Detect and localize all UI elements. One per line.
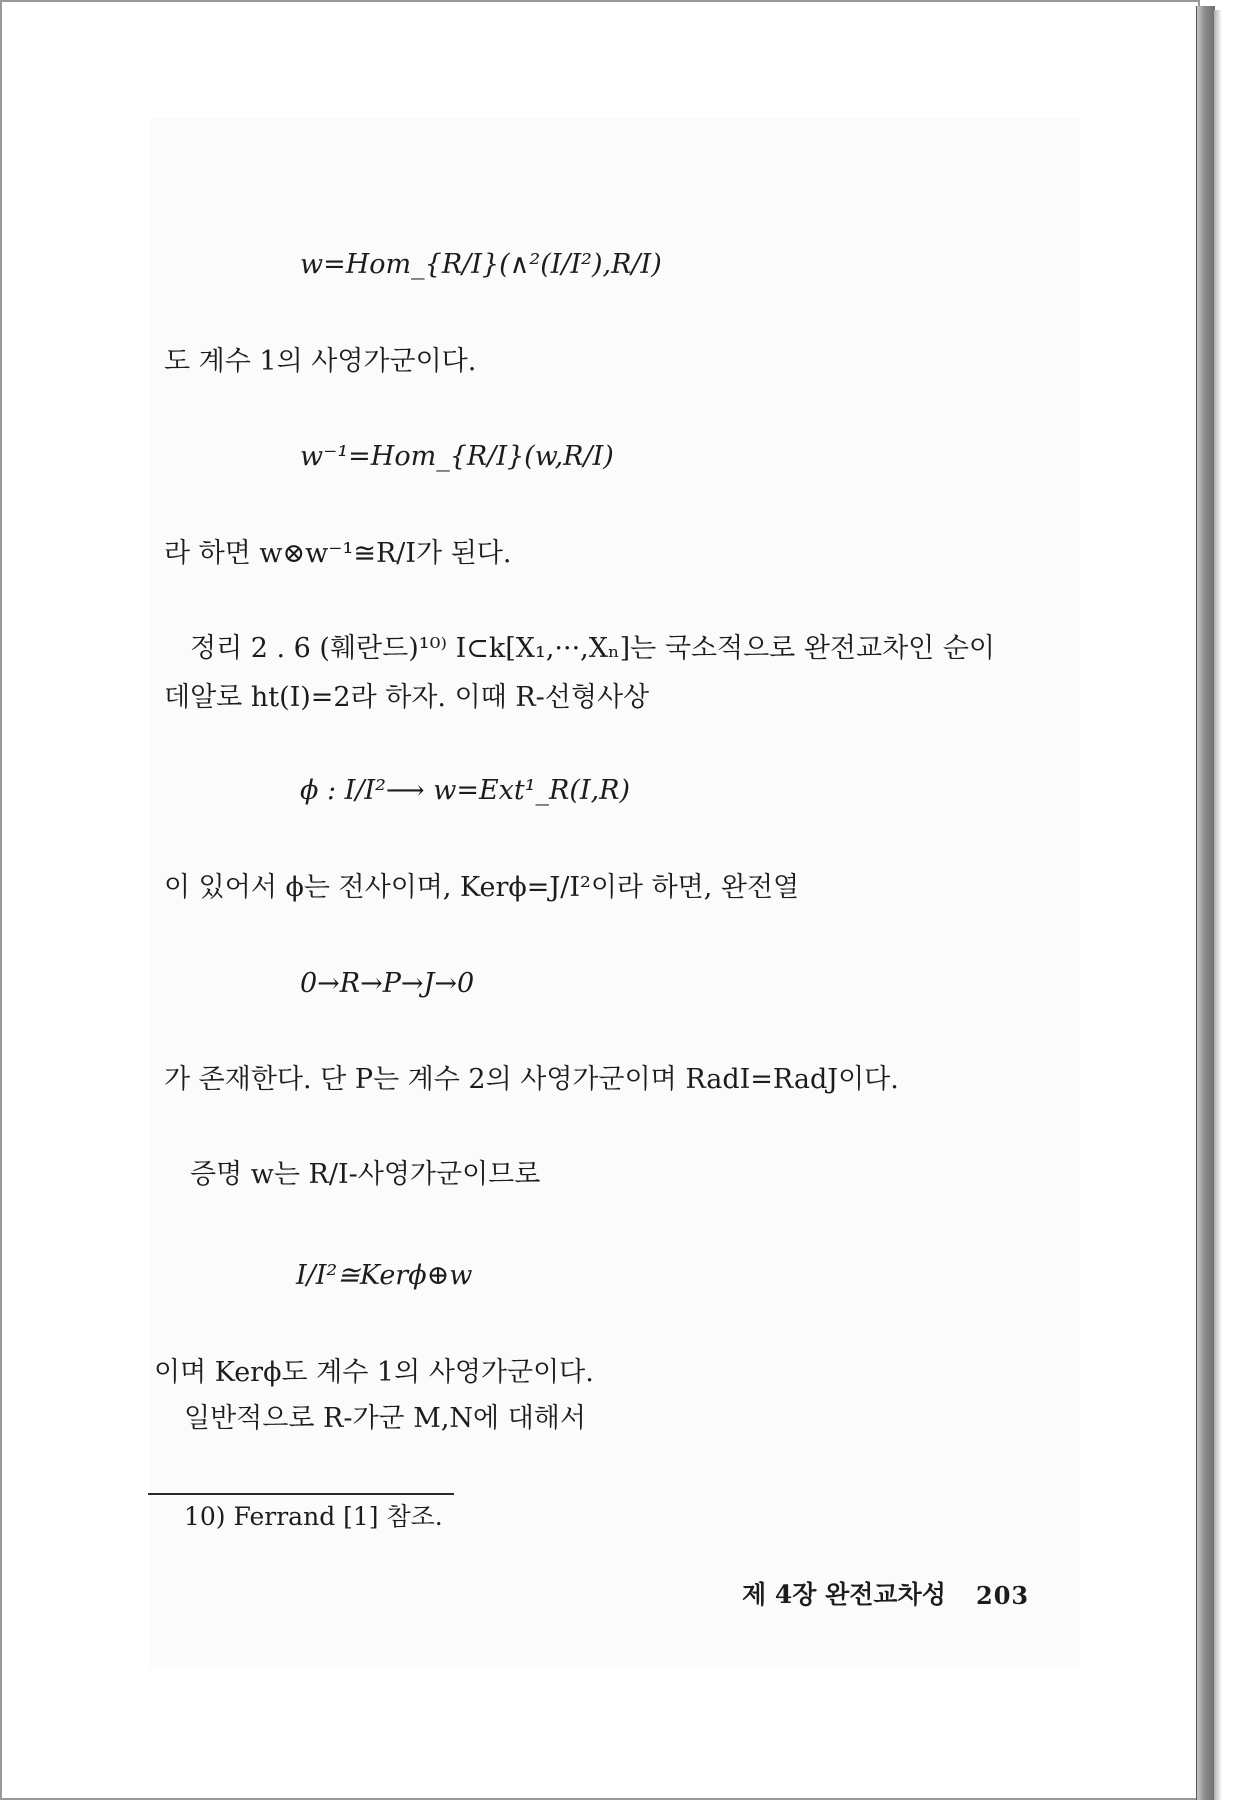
text-line: 이며 Kerϕ도 계수 1의 사영가군이다. [154, 1357, 594, 1388]
equation-hom-wedge: w=Hom_{R/I}(∧²(I/I²),R/I) [300, 249, 662, 280]
equation-w-inverse: w⁻¹=Hom_{R/I}(w,R/I) [300, 441, 614, 472]
page-edge [1196, 6, 1215, 1800]
theorem-text: 데알로 ht(I)=2라 하자. 이때 R-선형사상 [164, 682, 650, 713]
footnote: 10) Ferrand [1] 참조. [184, 1502, 443, 1531]
text-line: 도 계수 1의 사영가군이다. [164, 346, 477, 377]
text-line: 라 하면 w⊗w⁻¹≅R/I가 된다. [164, 538, 512, 569]
footnote-rule [148, 1493, 454, 1495]
chapter-footer: 제 4장 완전교차성 [742, 1580, 946, 1609]
proof-heading: 증명 w는 R/I-사영가군이므로 [190, 1159, 541, 1190]
page-shadow [1214, 10, 1222, 1800]
text-line: 가 존재한다. 단 P는 계수 2의 사영가군이며 RadI=RadJ이다. [164, 1064, 899, 1095]
equation-exact-sequence: 0→R→P→J→0 [300, 968, 475, 999]
text-line: 일반적으로 R-가군 M,N에 대해서 [184, 1403, 586, 1434]
equation-phi-map: ϕ : I/I²⟶ w=Ext¹_R(I,R) [300, 775, 631, 806]
theorem-heading: 정리 2 . 6 (훼란드)¹⁰⁾ I⊂k[X₁,···,Xₙ]는 국소적으로 완전교차인 순이 [190, 633, 995, 664]
page-number: 203 [976, 1581, 1030, 1610]
equation-decomposition: I/I²≅Kerϕ⊕w [296, 1260, 473, 1291]
text-line: 이 있어서 ϕ는 전사이며, Kerϕ=J/I²이라 하면, 완전열 [164, 872, 800, 903]
